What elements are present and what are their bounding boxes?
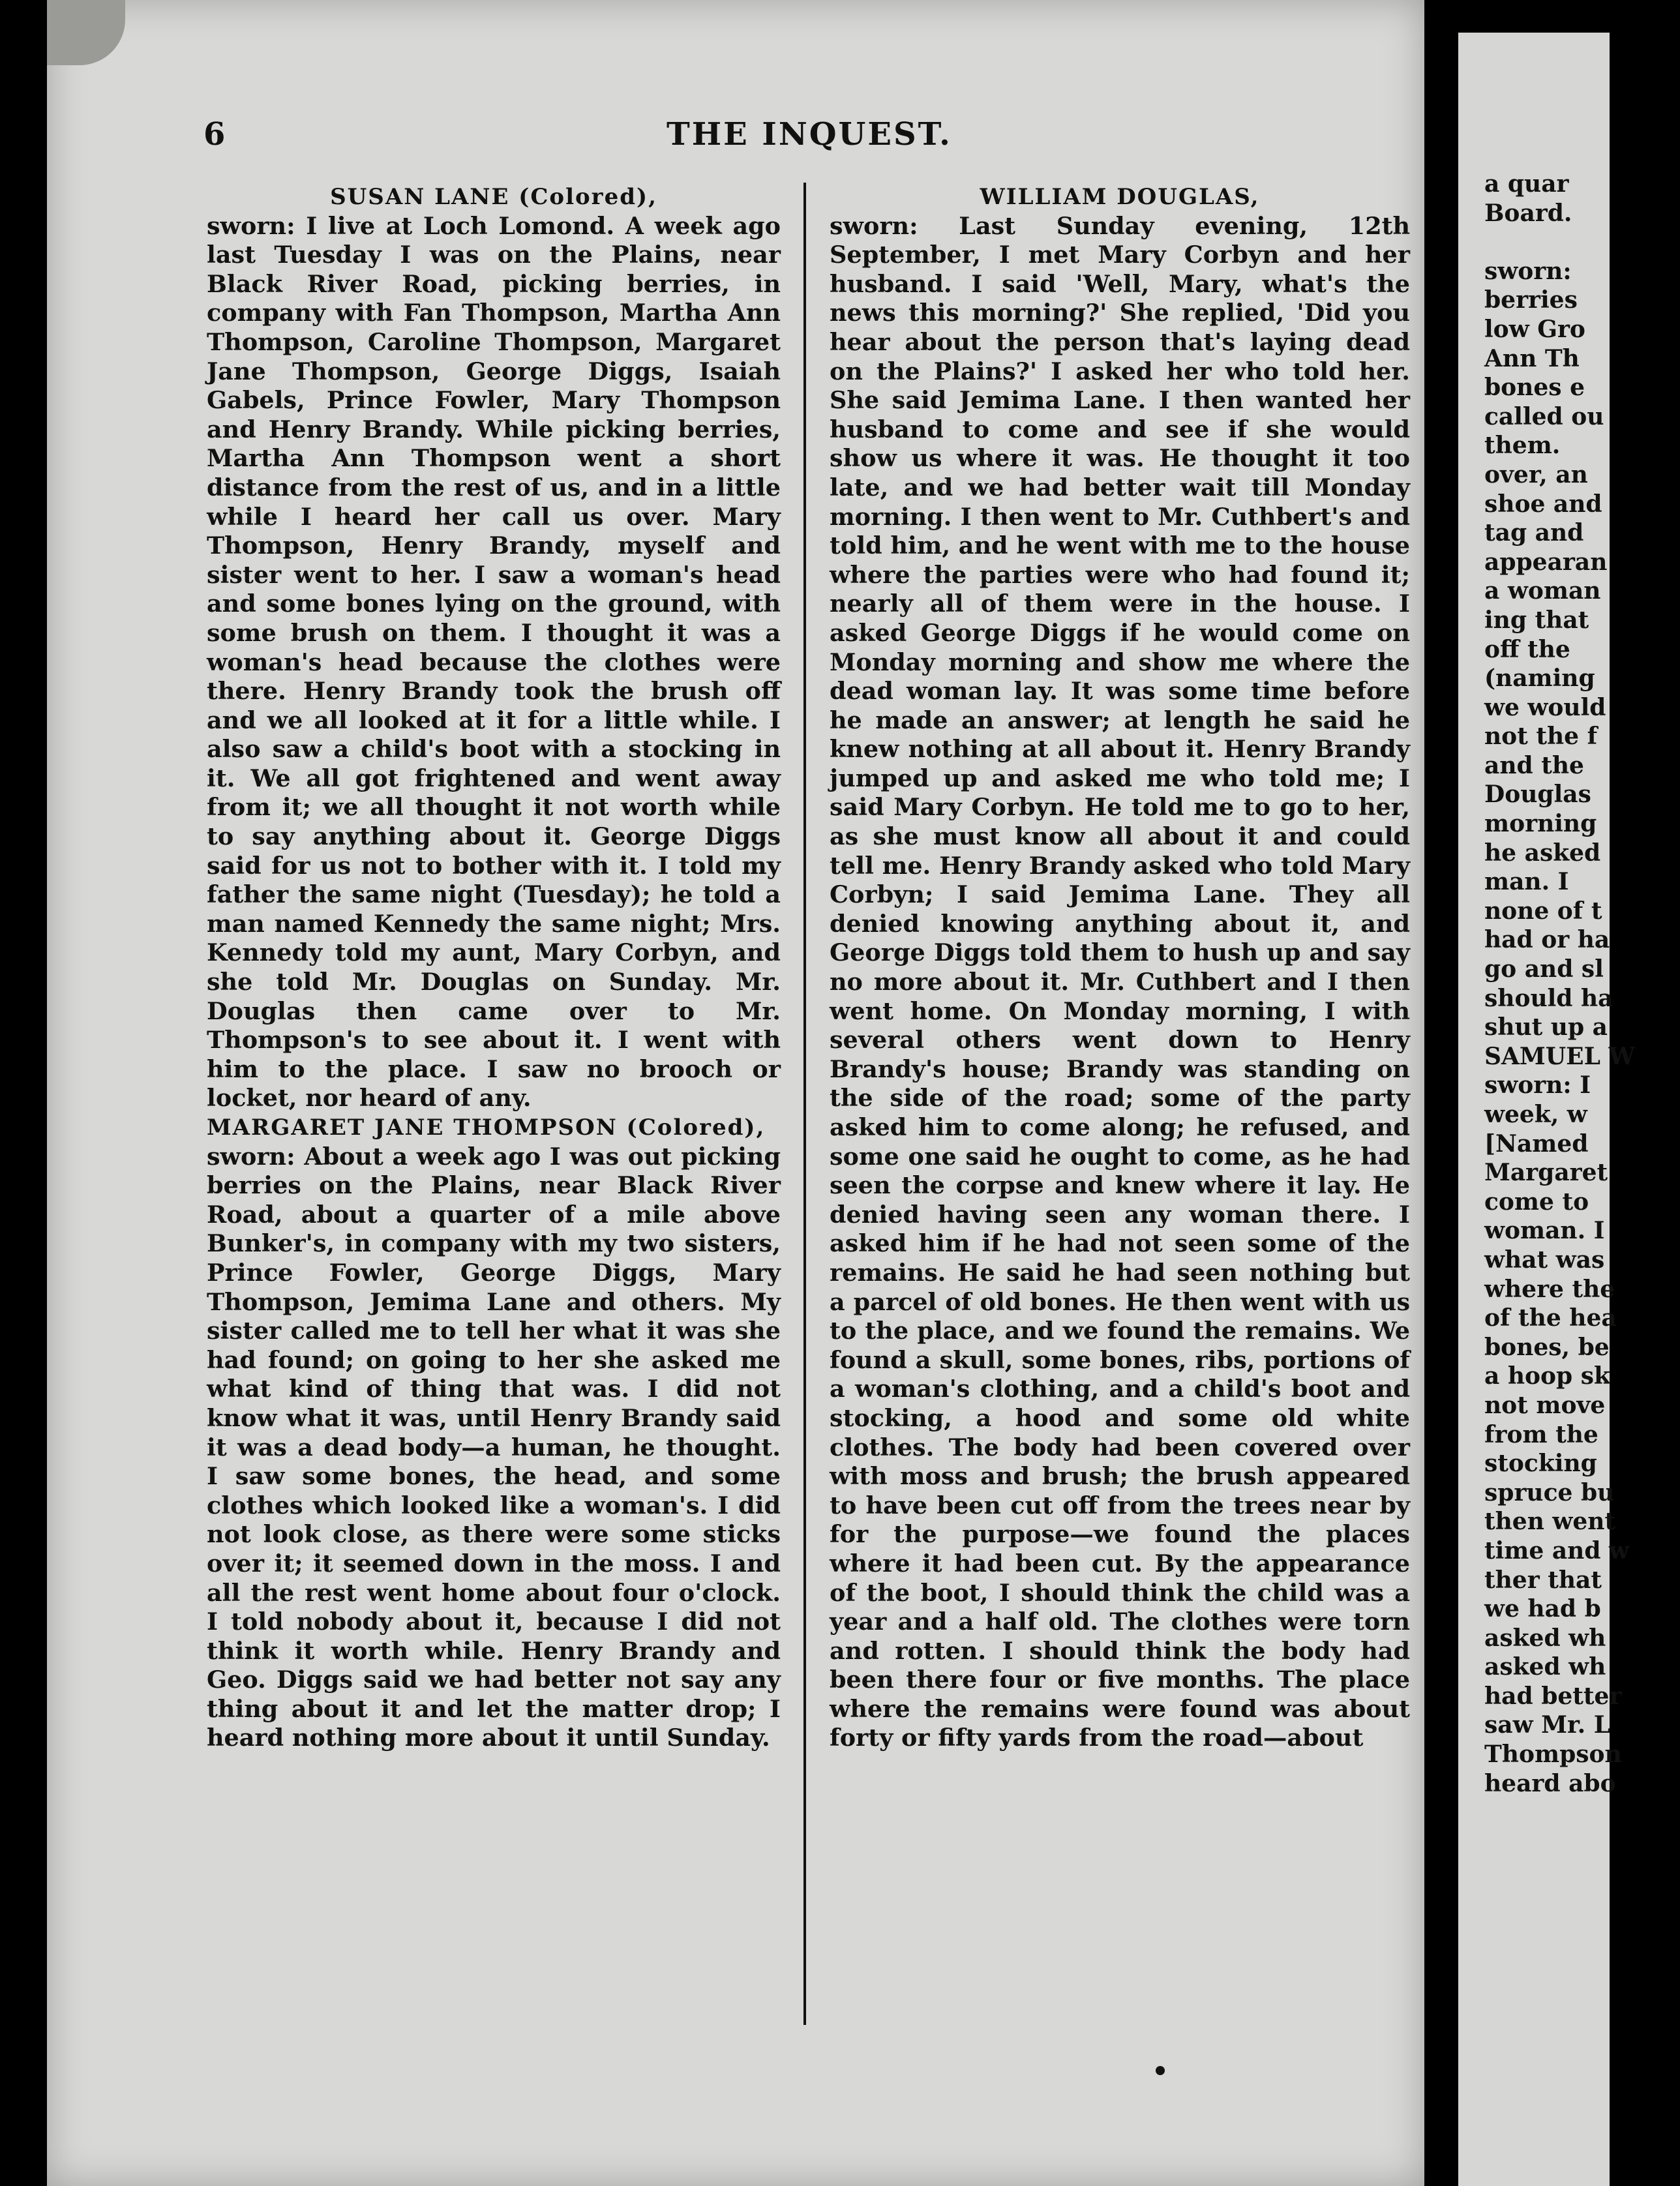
right-page-line: asked wh <box>1484 1624 1606 1652</box>
right-page-line: bones, be <box>1484 1333 1610 1361</box>
column-divider <box>803 183 806 2025</box>
right-page-line: (naming <box>1484 665 1595 693</box>
right-page-line: a quar <box>1484 170 1569 198</box>
right-page-line: not move <box>1484 1391 1606 1419</box>
right-page-line <box>1484 228 1680 257</box>
right-page-line: appearan <box>1484 548 1608 576</box>
right-page-line: woman. I <box>1484 1217 1605 1245</box>
right-page-line: saw Mr. L <box>1484 1711 1611 1739</box>
ink-speck <box>1156 2066 1165 2075</box>
right-page-line: ther that <box>1484 1566 1602 1594</box>
right-page-line: tag and <box>1484 519 1584 547</box>
right-page-line: shoe and <box>1484 490 1602 518</box>
right-page-line: we had b <box>1484 1595 1601 1623</box>
right-page-line: called ou <box>1484 402 1604 430</box>
middle-column <box>830 183 1410 1753</box>
right-page-line: go and sl <box>1484 955 1604 983</box>
right-page-line: Ann Th <box>1484 344 1580 372</box>
right-page-line: sworn: <box>1484 257 1572 285</box>
right-page-line: morning <box>1484 810 1597 838</box>
right-page-line: them. <box>1484 432 1561 460</box>
right-page-line: come to <box>1484 1188 1589 1216</box>
right-page-line: where the <box>1484 1275 1615 1303</box>
right-page-line: man. I <box>1484 868 1569 896</box>
testimony-text-william-douglas: sworn: Last Sunday evening, 12th September, I met Mary Corbyn and her husband. I said 'Well, Mary, what's the news this morning?' She replied, 'Did you hear about the person that's laying dead on the Plains?' I asked her who told her. She said Jemima Lane. I then wanted her husband to come and see if she would show us where it was. He thought it too late, and we had better wait till Monday morning. I then went to Mr. Cuthbert's and told him, and he went with me to the house where the parties were who had found it; nearly all of them were in the house. I asked George Diggs if he would come on Monday morning and show me where the dead woman lay. It was some time before he made an answer; at length he said he knew nothing at all about it. Henry Brandy jumped up and asked me who told me; I said Mary Corbyn. He told me to go to her, as she must know all about it and could tell me. Henry Brandy asked who told Mary Corbyn; I said Jemima Lane. They all denied knowing anything about it, and George Diggs told them to hush up and say no more about it. Mr. Cuthbert and I then went home. On Monday morning, I with several others went down to Henry Brandy's house; Brandy was standing on the side of the road; some of the party asked him to come along; he refused, and some one said he ought to come, as he had seen the corpse and knew where it lay. He denied having seen any woman there. I asked him if he had not seen some of the remains. He said he had seen nothing but a parcel of old bones. He then went with us to the place, and we found the remains. We found a skull, some bones, ribs, portions of a woman's clothing, and a child's boot and stocking, a hood and some old white clothes. The body had been covered over with moss and brush; the brush appeared to have been cut off from the trees near by for the purpose—we found the places where it had been cut. By the appearance of the boot, I should think the child was a year and a half old. The clothes were torn and rotten. I should think the body had been there four or five months. The place where the remains were found was about forty or fifty yards from the road—about <box>830 211 1410 1752</box>
right-page-line: ing that <box>1484 606 1589 634</box>
right-page-line: we would <box>1484 693 1606 721</box>
page-number: 6 <box>203 116 226 153</box>
right-page-line: time and w <box>1484 1536 1630 1565</box>
right-page-column <box>1484 170 1680 1798</box>
right-page-line: SAMUEL W <box>1484 1042 1635 1070</box>
testimony-heading-william-douglas: WILLIAM DOUGLAS, <box>980 184 1260 210</box>
right-page-line: should ha <box>1484 984 1613 1012</box>
right-page-line: not the f <box>1484 723 1598 751</box>
right-page-line: Douglas <box>1484 781 1591 809</box>
right-page-line: heard abo <box>1484 1769 1616 1797</box>
left-page <box>47 0 1424 2186</box>
right-page-line: shut up a <box>1484 1013 1608 1041</box>
right-page-line: stocking <box>1484 1450 1597 1478</box>
right-page-line: and the <box>1484 751 1584 779</box>
left-column <box>207 183 781 1753</box>
right-page-line: none of t <box>1484 897 1602 925</box>
right-page-line: over, an <box>1484 460 1588 488</box>
running-title: THE INQUEST. <box>667 116 952 153</box>
right-page-line: from the <box>1484 1420 1598 1448</box>
right-page-line: asked wh <box>1484 1653 1606 1681</box>
testimony-heading-margaret-jane-thompson: MARGARET JANE THOMPSON (Colored), <box>207 1115 766 1141</box>
right-page-line: then went <box>1484 1508 1616 1536</box>
right-page-line: spruce bu <box>1484 1478 1615 1506</box>
right-page-line: what was <box>1484 1246 1605 1274</box>
right-page-line: had or ha <box>1484 926 1610 954</box>
right-page-line: of the hea <box>1484 1304 1617 1332</box>
testimony-text-margaret-jane-thompson: sworn: About a week ago I was out picking berries on the Plains, near Black River Road, about a quarter of a mile above Bunker's, in company with my two sisters, Prince Fowler, George Diggs, Mary Thompson, Jemima Lane and others. My sister called me to tell her what it was she had found; on going to her she asked me what kind of thing that was. I did not know what it was, until Henry Brandy said it was a dead body—a human, he thought. I saw some bones, the head, and some clothes which looked like a woman's. I did not look close, as there were some sticks over it; it seemed down in the moss. I and all the rest went home about four o'clock. I told nobody about it, because I did not think it worth while. Henry Brandy and Geo. Diggs said we had better not say any thing about it and let the matter drop; I heard nothing more about it until Sunday. <box>207 1142 781 1752</box>
right-page-line: had better <box>1484 1682 1622 1710</box>
right-page-line: berries <box>1484 286 1578 314</box>
page-corner-stain <box>47 0 125 65</box>
right-page-line: he asked <box>1484 839 1601 867</box>
right-page-fragment <box>1458 33 1635 2186</box>
right-page-line: Thompson <box>1484 1741 1622 1769</box>
testimony-text-susan-lane: sworn: I live at Loch Lomond. A week ago last Tuesday I was on the Plains, near Black River Road, picking berries, in company with Fan Thompson, Martha Ann Thompson, Caroline Thompson, Margaret Jane Thompson, George Diggs, Isaiah Gabels, Prince Fowler, Mary Thompson and Henry Brandy. While picking berries, Martha Ann Thompson went a short distance from the rest of us, and in a little while I heard her call us over. Mary Thompson, Henry Brandy, myself and sister went to her. I saw a woman's head and some bones lying on the ground, with some brush on them. I thought it was a woman's head because the clothes were there. Henry Brandy took the brush off and we all looked at it for a little while. I also saw a child's boot with a stocking in it. We all got frightened and went away from it; we all thought it not worth while to say anything about it. George Diggs said for us not to bother with it. I told my father the same night (Tuesday); he told a man named Kennedy the same night; Mrs. Kennedy told my aunt, Mary Corbyn, and she told Mr. Douglas on Sunday. Mr. Douglas then came over to Mr. Thompson's to see about it. I went with him to the place. I saw no brooch or locket, nor heard of any. <box>207 211 781 1113</box>
right-page-line: [Named <box>1484 1130 1589 1158</box>
right-page-line: sworn: I <box>1484 1071 1591 1100</box>
right-page-line: bones e <box>1484 374 1585 402</box>
right-page-line: a hoop sk <box>1484 1362 1610 1390</box>
right-page-line: a woman <box>1484 577 1601 605</box>
right-page-line: Margaret <box>1484 1159 1608 1187</box>
right-page-line: Board. <box>1484 199 1572 227</box>
testimony-heading-susan-lane: SUSAN LANE (Colored), <box>330 184 657 210</box>
right-page-line: week, w <box>1484 1101 1587 1128</box>
right-page-line: low Gro <box>1484 315 1585 343</box>
right-page-line: off the <box>1484 635 1570 663</box>
